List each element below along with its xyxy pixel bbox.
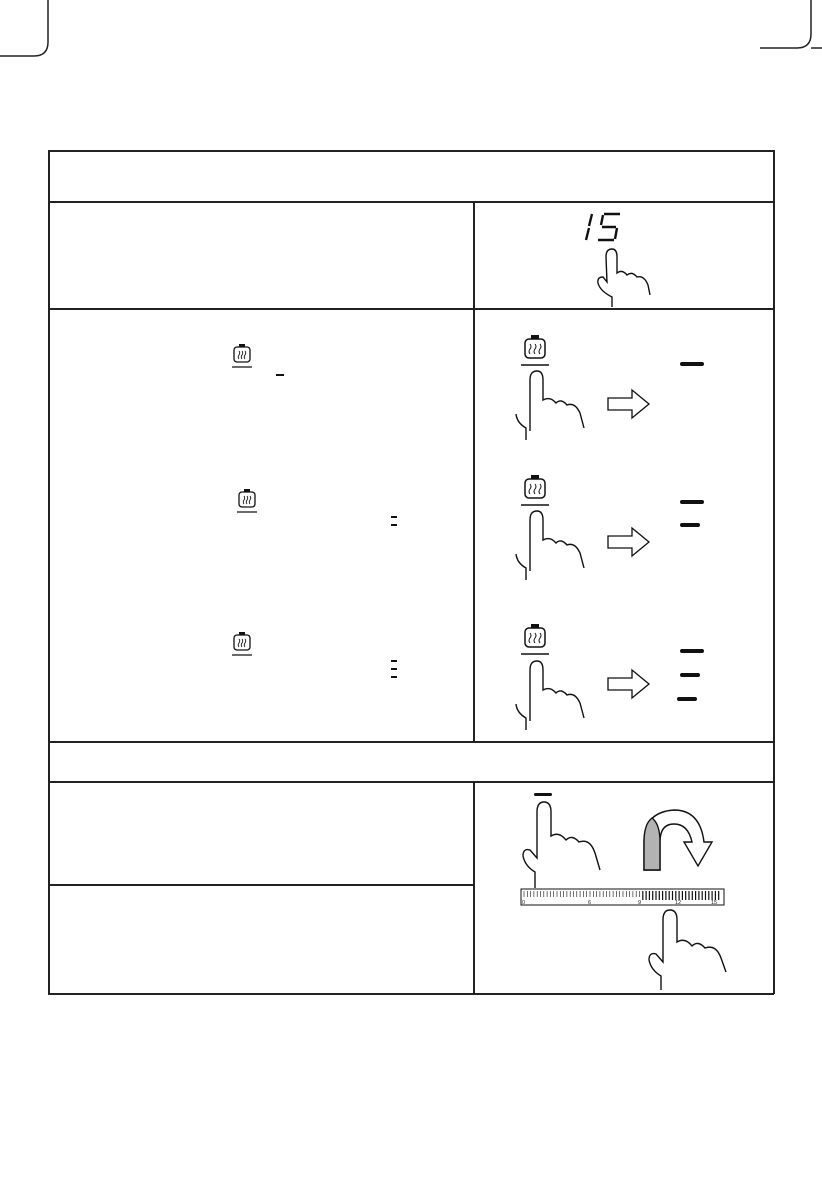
level-dash-triple-3 bbox=[391, 676, 397, 678]
row-divider-4 bbox=[48, 781, 774, 783]
row-divider-5 bbox=[48, 884, 473, 886]
warming-zone-icon bbox=[231, 342, 253, 370]
right-arrow-icon bbox=[606, 668, 652, 700]
scale-label-9: 9 bbox=[638, 900, 642, 906]
level-dash-single bbox=[276, 374, 284, 376]
display-dash-3 bbox=[677, 697, 697, 701]
scale-label-6: 6 bbox=[588, 900, 592, 906]
pointing-hand-icon bbox=[592, 247, 654, 311]
row-divider-1 bbox=[48, 201, 774, 203]
scale-label-15: 15 bbox=[711, 900, 718, 906]
warming-zone-icon bbox=[520, 333, 550, 369]
scale-label-0: 0 bbox=[522, 900, 526, 906]
level-dash-double-1 bbox=[391, 516, 397, 518]
table-border-right bbox=[773, 150, 775, 994]
warming-zone-icon bbox=[231, 630, 253, 658]
level-dash-triple-1 bbox=[391, 660, 397, 662]
display-dash-1 bbox=[680, 362, 704, 366]
level-dash-double-2 bbox=[391, 524, 397, 526]
slider-scale bbox=[520, 888, 726, 908]
column-divider-upper bbox=[473, 201, 475, 742]
right-arrow-icon bbox=[606, 526, 652, 558]
pointing-hand-icon bbox=[520, 798, 605, 890]
rotate-clockwise-arrow-icon bbox=[638, 806, 718, 876]
display-dash-1 bbox=[680, 649, 704, 653]
display-dash-1 bbox=[534, 793, 552, 796]
warming-zone-icon bbox=[520, 473, 550, 509]
display-dash-2 bbox=[680, 673, 700, 677]
warming-zone-icon bbox=[236, 487, 258, 515]
row-divider-2 bbox=[48, 308, 774, 310]
pointing-hand-icon bbox=[514, 658, 589, 733]
pointing-hand-icon bbox=[514, 508, 589, 583]
timer-display bbox=[582, 210, 632, 244]
pointing-hand-icon bbox=[514, 368, 589, 443]
scale-label-12: 12 bbox=[675, 900, 682, 906]
right-arrow-icon bbox=[606, 388, 652, 420]
display-dash-1 bbox=[680, 500, 704, 504]
pointing-hand-icon bbox=[646, 908, 731, 992]
table-border-left bbox=[48, 150, 50, 994]
level-dash-triple-2 bbox=[391, 668, 397, 670]
display-dash-2 bbox=[680, 523, 700, 527]
warming-zone-icon bbox=[520, 622, 550, 658]
row-divider-3 bbox=[48, 741, 774, 743]
table-border-bottom bbox=[48, 993, 774, 995]
table-border-top bbox=[48, 150, 774, 152]
column-divider-lower bbox=[473, 781, 475, 994]
